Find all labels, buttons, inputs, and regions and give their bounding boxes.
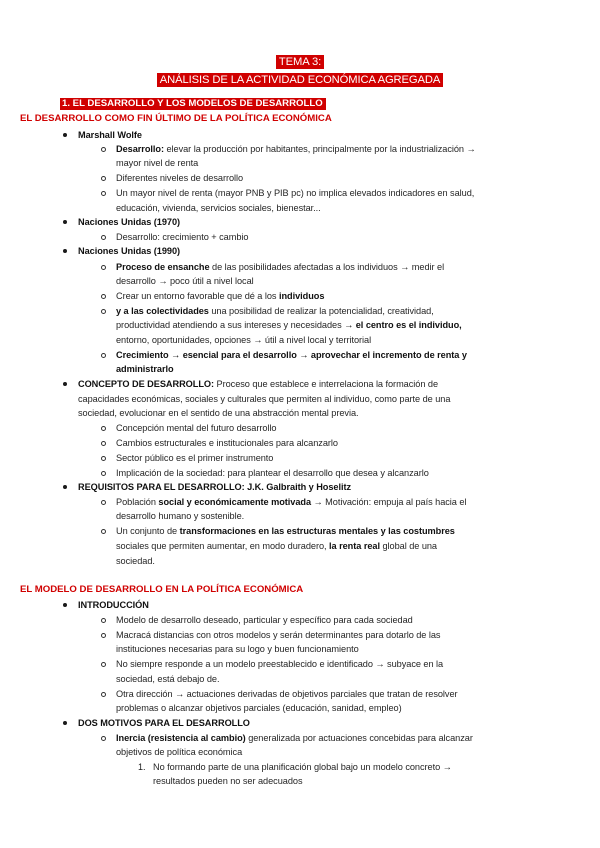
text-line (116, 231, 248, 243)
text-line (116, 290, 324, 302)
text-segment: capacidades económicas, sociales y culturales que permiten al individuo, como parte de una (78, 394, 451, 404)
text-line (116, 614, 413, 626)
list-number: 1. (138, 762, 146, 772)
bold-text: CONCEPTO DE DESARROLLO: (78, 379, 214, 389)
bullet-circle-icon (101, 471, 106, 476)
text-line (116, 275, 254, 287)
bold-text: DOS MOTIVOS PARA EL DESARROLLO (78, 718, 250, 728)
text-line (116, 261, 444, 273)
text-line (116, 629, 440, 641)
bold-text: → el centro es el individuo, (344, 320, 462, 330)
bold-text: la renta real (329, 541, 380, 551)
text-line (116, 437, 338, 449)
text-segment: Implicación de la sociedad: para plantear el desarrollo que desea y alcanzarlo (116, 468, 429, 478)
document-title (0, 52, 600, 88)
bullet-circle-icon (101, 500, 106, 505)
text-line (78, 407, 359, 419)
text-segment: sociales que permiten aumentar, en modo duradero, (116, 541, 330, 551)
bullet-circle-icon (101, 294, 106, 299)
bold-text: REQUISITOS PARA EL DESARROLLO: J.K. Galbraith y Hoselitz (78, 482, 352, 492)
text-line (116, 202, 321, 214)
subsection-heading-development-goal: EL DESARROLLO COMO FIN ÚLTIMO DE LA POLÍTICA ECONÓMICA (20, 113, 332, 124)
text-line (116, 334, 371, 346)
text-line (116, 702, 402, 714)
bold-text: administrarlo (116, 364, 174, 374)
bullet-dot-icon (63, 382, 67, 386)
bullet-circle-icon (101, 235, 106, 240)
bullet-circle-icon (101, 692, 106, 697)
text-line (78, 216, 180, 228)
bullet-circle-icon (101, 265, 106, 270)
text-line (116, 363, 174, 375)
text-segment: Desarrollo: crecimiento + cambio (116, 232, 249, 242)
text-segment: entorno, oportunidades, opciones → útil a nivel local y territorial (116, 335, 372, 345)
bold-text: Desarrollo: (116, 144, 164, 154)
bold-text: Inercia (resistencia al cambio) (116, 733, 246, 743)
text-line (116, 157, 198, 169)
text-line (116, 305, 434, 317)
text-line (153, 761, 452, 773)
text-segment: → Motivación: empuja al país hacia el (311, 497, 467, 507)
text-line (116, 658, 443, 670)
bold-text: INTRODUCCIÓN (78, 600, 149, 610)
bold-text: Crecimiento → esencial para el desarrollo → aprovechar el incremento de renta y (116, 350, 467, 360)
text-segment: desarrollo humano y sostenible. (116, 511, 245, 521)
bullet-circle-icon (101, 147, 106, 152)
text-segment: elevar la producción por habitantes, principalmente por la industrialización → (163, 144, 476, 154)
text-line (116, 187, 474, 199)
text-line (78, 378, 438, 390)
bullet-circle-icon (101, 176, 106, 181)
bold-text: social y económicamente motivada (158, 497, 312, 507)
text-line (116, 525, 455, 537)
text-segment: una posibilidad de realizar la potencialidad, creatividad, (208, 306, 434, 316)
bold-text: Naciones Unidas (1970) (78, 217, 181, 227)
text-line (116, 673, 219, 685)
text-segment: problemas o alcanzar objetivos parciales (educación, sanidad, empleo) (116, 703, 402, 713)
bold-text: transformaciones en las estructuras mentales y las costumbres (179, 526, 455, 536)
bullet-dot-icon (63, 721, 67, 725)
text-segment: mayor nivel de renta (116, 158, 199, 168)
text-line (116, 422, 276, 434)
text-segment: educación, vivienda, servicios sociales, bienestar... (116, 203, 321, 213)
text-line (78, 717, 250, 729)
bold-text: y a las colectividades (116, 306, 209, 316)
text-segment: Sector público es el primer instrumento (116, 453, 274, 463)
bullet-circle-icon (101, 441, 106, 446)
text-segment: desarrollo → poco útil a nivel local (116, 276, 254, 286)
text-segment: Población (116, 497, 159, 507)
text-segment: objetivos de política económica (116, 747, 243, 757)
text-segment: Un mayor nivel de renta (mayor PNB y PIB pc) no implica elevados indicadores en salud, (116, 188, 475, 198)
bullet-circle-icon (101, 353, 106, 358)
text-segment: Crear un entorno favorable que dé a los (116, 291, 279, 301)
bullet-dot-icon (63, 603, 67, 607)
text-segment: Otra dirección → actuaciones derivadas de objetivos parciales que tratan de resolver (116, 689, 458, 699)
text-line (116, 510, 244, 522)
bullet-circle-icon (101, 456, 106, 461)
bullet-dot-icon (63, 133, 67, 137)
bold-text: Proceso de ensanche (116, 262, 210, 272)
bullet-circle-icon (101, 529, 106, 534)
text-line (78, 393, 450, 405)
text-segment: global de una (379, 541, 437, 551)
bullet-circle-icon (101, 426, 106, 431)
text-line (116, 643, 359, 655)
bullet-circle-icon (101, 191, 106, 196)
text-line (116, 732, 473, 744)
text-segment: Proceso que establece e interrelaciona la formación de (214, 379, 439, 389)
text-line (116, 452, 273, 464)
text-line (116, 349, 467, 361)
bullet-dot-icon (63, 220, 67, 224)
title-line-2: ANÁLISIS DE LA ACTIVIDAD ECONÓMICA AGREGADA (157, 73, 443, 87)
text-line (116, 688, 458, 700)
text-segment: Concepción mental del futuro desarrollo (116, 423, 277, 433)
bullet-circle-icon (101, 309, 106, 314)
text-segment: sociedad, está debajo de. (116, 674, 220, 684)
text-segment: sociedad. (116, 556, 155, 566)
text-segment: Cambios estructurales e institucionales para alcanzarlo (116, 438, 338, 448)
text-line (116, 172, 243, 184)
text-segment: instituciones necesarias para su logo y buen funcionamiento (116, 644, 359, 654)
text-segment: Macracá distancias con otros modelos y serán determinantes para dotarlo de las (116, 630, 441, 640)
bold-text: Marshall Wolfe (78, 130, 142, 140)
text-line (78, 129, 142, 141)
bullet-dot-icon (63, 249, 67, 253)
text-segment: resultados pueden no ser adecuados (153, 776, 303, 786)
text-segment: Un conjunto de (116, 526, 180, 536)
text-line (116, 496, 466, 508)
text-line (153, 775, 303, 787)
bold-text: individuos (278, 291, 325, 301)
text-line (116, 319, 462, 331)
bullet-dot-icon (63, 485, 67, 489)
text-segment: Diferentes niveles de desarrollo (116, 173, 244, 183)
bold-text: Naciones Unidas (1990) (78, 246, 181, 256)
text-segment: sociedad, evolucionar en el sentido de una abstracción mental previa. (78, 408, 359, 418)
text-line (116, 555, 155, 567)
subsection-heading-development-model: EL MODELO DE DESARROLLO EN LA POLÍTICA ECONÓMICA (20, 584, 304, 595)
text-line (116, 143, 476, 155)
bullet-circle-icon (101, 633, 106, 638)
text-line (78, 599, 149, 611)
text-line (116, 467, 429, 479)
text-segment: generalizada por actuaciones concebidas para alcanzar (245, 733, 473, 743)
text-line (78, 481, 351, 493)
text-segment: No siempre responde a un modelo preestablecido e identificado → subyace en la (116, 659, 444, 669)
text-segment: No formando parte de una planificación global bajo un modelo concreto → (153, 762, 452, 772)
text-line (116, 746, 242, 758)
text-segment: de las posibilidades afectadas a los individuos → medir el (209, 262, 445, 272)
bullet-circle-icon (101, 736, 106, 741)
title-line-1: TEMA 3: (276, 55, 324, 69)
text-line (78, 245, 180, 257)
bullet-circle-icon (101, 618, 106, 623)
section-heading-1: 1. EL DESARROLLO Y LOS MODELOS DE DESARROLLO (60, 98, 326, 110)
text-segment: productividad atendiendo a sus intereses y necesidades (116, 320, 345, 330)
bullet-circle-icon (101, 662, 106, 667)
text-line (116, 540, 437, 552)
text-segment: Modelo de desarrollo deseado, particular y específico para cada sociedad (116, 615, 413, 625)
